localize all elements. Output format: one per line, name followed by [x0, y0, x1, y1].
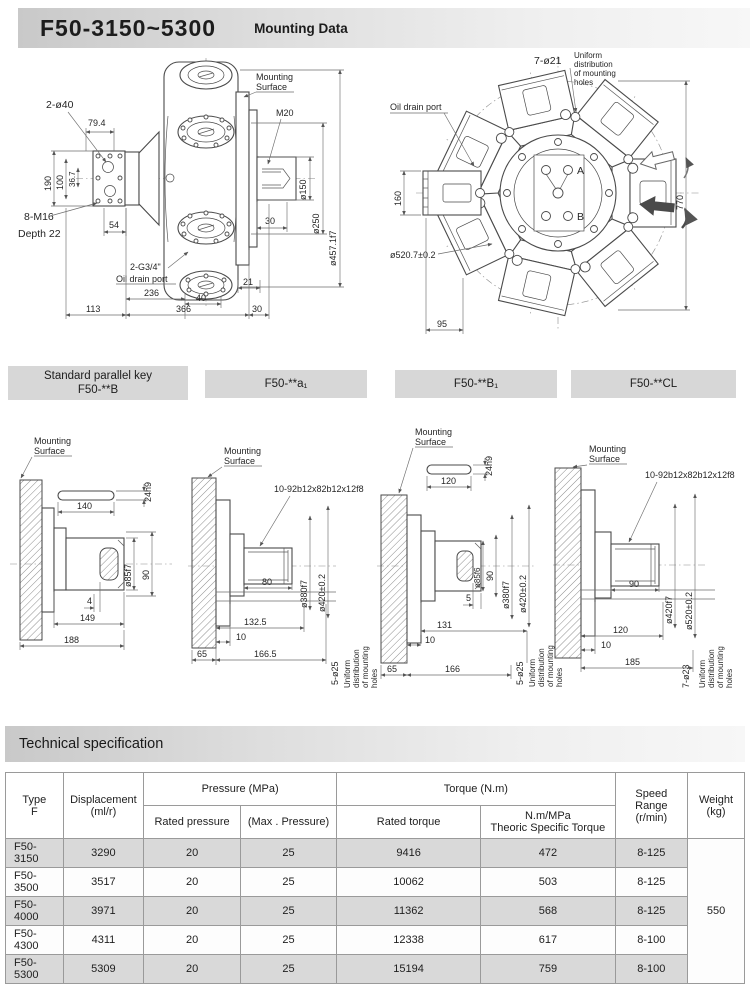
dim-label: 100 — [55, 174, 65, 190]
dim-label: 90 — [485, 570, 495, 581]
note-label: of mounting — [574, 69, 616, 78]
note-label: Uniform — [574, 51, 603, 60]
dim-label: Depth 22 — [18, 228, 61, 240]
spec-cell: 9416 — [337, 839, 481, 868]
oil-drain-label: Oil drain port — [390, 102, 442, 112]
mounting-surface-label: Mounting — [224, 446, 262, 456]
dim-label: 166 — [445, 664, 461, 674]
dim-label: 80 — [262, 577, 273, 587]
dim-label: 113 — [86, 304, 101, 314]
note-label: distribution — [352, 649, 361, 688]
cylinder-flange — [178, 115, 234, 148]
dim-label: 65 — [197, 649, 208, 659]
dim-label: ø85f6 — [473, 567, 482, 588]
dim-label: 188 — [64, 635, 80, 645]
tech-spec-bar — [5, 726, 745, 762]
spec-cell: 759 — [481, 955, 615, 984]
dim-label: 24h9 — [143, 481, 153, 502]
spec-cell: 20 — [144, 839, 241, 868]
dim-label: ø457.1f7 — [328, 230, 338, 266]
variant-label-line: F50-**B₁ — [453, 377, 499, 390]
dim-label: 185 — [625, 657, 641, 667]
note-label: holes — [725, 668, 734, 688]
dim-label: 149 — [80, 613, 96, 623]
note-label: distribution — [707, 649, 716, 688]
dim-label: 770 — [675, 194, 685, 210]
note-label: distribution — [537, 648, 546, 687]
spec-cell: 20 — [144, 955, 241, 984]
dim-label: 2-ø40 — [46, 99, 74, 111]
col-header-max-pressure: (Max . Pressure) — [240, 806, 336, 839]
spec-cell: 3290 — [63, 839, 144, 868]
spec-cell: 8-100 — [615, 926, 687, 955]
variant-label-b1 — [395, 370, 557, 398]
dim-label: 24h9 — [484, 455, 494, 476]
note-label: holes — [555, 667, 564, 687]
dim-label: ø150 — [298, 179, 308, 200]
header-line: Displacement — [70, 793, 137, 806]
spec-type-cell: F50-4300 — [6, 926, 64, 955]
header-line: Type — [22, 793, 47, 806]
port-a-label: A — [577, 165, 585, 177]
dim-label: 90 — [629, 579, 640, 589]
variant-label-standard-key — [8, 366, 188, 400]
spline-callout: 10-92b12x82b12x12f8 — [274, 484, 364, 494]
variant-label-cl — [571, 370, 736, 398]
variant-label-line: F50-**B — [77, 384, 119, 396]
mounting-surface-label: Surface — [256, 82, 288, 92]
col-header-rated-torque: Rated torque — [337, 806, 481, 839]
spec-weight-cell: 550 — [688, 839, 745, 984]
spline-callout: 10-92b12x82b12x12f8 — [645, 470, 735, 480]
dim-label: ø85f7 — [123, 563, 133, 587]
spec-cell: 25 — [240, 839, 336, 868]
port-b-label: B — [577, 211, 585, 223]
header-line: (ml/r) — [90, 805, 117, 818]
note-label: holes — [574, 78, 594, 87]
spec-cell: 25 — [240, 926, 336, 955]
dim-label: 2-G3/4" — [130, 262, 161, 272]
dim-label: 10 — [425, 635, 436, 645]
table-row — [6, 868, 745, 897]
dim-label: 120 — [613, 625, 629, 635]
side-view-geometry — [76, 58, 318, 306]
dim-label: 10 — [601, 640, 612, 650]
dim-label: ø520±0.2 — [684, 592, 694, 630]
dim-label: 10 — [236, 632, 247, 642]
header-line: F — [30, 805, 38, 818]
note-label: Uniform — [698, 659, 707, 688]
dim-label: ø380f7 — [501, 580, 511, 609]
shaft-drawing-b1 — [375, 423, 563, 690]
header-line: (kg) — [706, 805, 726, 818]
cylinder-flange — [180, 61, 232, 89]
dim-label: 166.5 — [254, 649, 277, 659]
dim-label: ø520.7±0.2 — [390, 250, 436, 260]
col-header-rated-pressure: Rated pressure — [144, 806, 241, 839]
spec-table-wrap — [5, 772, 745, 984]
dim-label: ø420f7 — [664, 595, 674, 624]
mounting-surface-label: Surface — [415, 437, 447, 447]
oil-drain-block — [423, 171, 481, 215]
dim-label: 366 — [176, 304, 192, 314]
page-subtitle: Mounting Data — [254, 20, 348, 36]
dim-label: ø420±0.2 — [518, 575, 528, 613]
table-row — [6, 955, 745, 984]
note-label: holes — [370, 668, 379, 688]
mounting-surface-label: Mounting — [589, 444, 627, 454]
note-label: distribution — [574, 60, 613, 69]
dim-label: 54 — [109, 220, 120, 230]
table-row — [6, 926, 745, 955]
mounting-surface-label: Surface — [589, 454, 621, 464]
spec-cell: 617 — [481, 926, 615, 955]
col-header-displacement — [63, 773, 144, 839]
spec-cell: 25 — [240, 955, 336, 984]
col-header-speed — [615, 773, 687, 839]
mounting-surface-label: Mounting — [256, 72, 294, 82]
dim-label: ø380f7 — [299, 579, 309, 608]
front-view-geometry — [416, 56, 700, 330]
dim-label: 65 — [387, 664, 398, 674]
dim-label: 79.4 — [88, 118, 106, 128]
spec-cell: 8-125 — [615, 868, 687, 897]
variant-label-line: F50-**CL — [629, 377, 678, 390]
title-bar — [18, 8, 750, 48]
motor-side-view-drawing — [18, 56, 378, 356]
spec-cell: 5309 — [63, 955, 144, 984]
spec-cell: 10062 — [337, 868, 481, 897]
dim-label: 236 — [144, 288, 160, 298]
dim-label: 4 — [87, 596, 93, 606]
dim-label: 132.5 — [244, 617, 267, 627]
mounting-surface-label: Mounting — [415, 427, 453, 437]
spec-cell: 8-125 — [615, 839, 687, 868]
oil-drain-label: Oil drain port — [116, 274, 168, 284]
shaft-drawing-standard-key — [8, 432, 188, 672]
spec-cell: 25 — [240, 868, 336, 897]
spec-cell: 472 — [481, 839, 615, 868]
spec-cell: 8-100 — [615, 955, 687, 984]
shaft-drawing-a1 — [186, 440, 378, 690]
spec-cell: 20 — [144, 897, 241, 926]
spec-cell: 3517 — [63, 868, 144, 897]
shaft-geometry — [377, 465, 535, 663]
spec-type-cell: F50-5300 — [6, 955, 64, 984]
dim-label: 131 — [437, 620, 453, 630]
holes-callout: 5-ø25 — [515, 661, 525, 685]
header-line: Theoric Specific Torque — [490, 822, 606, 834]
page-title: F50-3150~5300 — [40, 14, 217, 41]
mounting-surface-label: Surface — [34, 446, 66, 456]
dim-label: 120 — [441, 476, 457, 486]
holes-callout: 5-ø25 — [330, 661, 340, 685]
mounting-surface-label: Surface — [224, 456, 256, 466]
dim-label: 90 — [141, 569, 151, 580]
spec-cell: 4311 — [63, 926, 144, 955]
dim-label: ø250 — [311, 213, 321, 234]
note-label: Uniform — [343, 659, 352, 688]
note-label: of mounting — [716, 646, 725, 688]
dim-label: 40 — [196, 293, 207, 303]
dim-label: 30 — [265, 216, 276, 226]
col-header-weight — [688, 773, 745, 839]
dim-label: ø420±0.2 — [317, 574, 327, 612]
spec-cell: 20 — [144, 868, 241, 897]
dim-label: 160 — [393, 190, 403, 206]
dim-label: 95 — [437, 319, 448, 329]
dim-label: M20 — [276, 108, 294, 118]
note-label: of mounting — [361, 646, 370, 688]
spec-type-cell: F50-3500 — [6, 868, 64, 897]
spec-type-cell: F50-4000 — [6, 897, 64, 926]
spec-cell: 503 — [481, 868, 615, 897]
dim-label: 5 — [466, 593, 472, 603]
spec-cell: 8-125 — [615, 897, 687, 926]
col-header-pressure-group: Pressure (MPa) — [144, 773, 337, 806]
variant-label-a1 — [205, 370, 367, 398]
dim-label: 21 — [243, 277, 254, 287]
mounting-surface-label: Mounting — [34, 436, 72, 446]
dim-label: 140 — [77, 501, 93, 511]
holes-callout: 7-ø23 — [681, 664, 691, 688]
shaft-drawing-cl — [553, 440, 749, 690]
note-label: of mounting — [546, 645, 555, 687]
table-row — [6, 839, 745, 868]
spec-cell: 568 — [481, 897, 615, 926]
spec-cell: 3971 — [63, 897, 144, 926]
header-line: Speed Range — [635, 787, 668, 812]
tech-spec-title: Technical specification — [19, 736, 164, 752]
col-header-type — [6, 773, 64, 839]
spec-cell: 12338 — [337, 926, 481, 955]
dim-label: 36.7 — [68, 171, 77, 187]
dim-label: 8-M16 — [24, 211, 54, 223]
variant-label-line: F50-**a₁ — [264, 377, 308, 390]
spec-table — [5, 772, 745, 984]
header-line: (r/min) — [635, 811, 668, 824]
motor-front-view-drawing — [388, 48, 710, 354]
cylinder-flange — [178, 211, 234, 244]
spec-cell: 25 — [240, 897, 336, 926]
dim-label: 190 — [43, 175, 53, 191]
col-header-torque-group: Torque (N.m) — [337, 773, 616, 806]
dim-label: 30 — [252, 304, 263, 314]
col-header-specific-torque — [481, 806, 615, 839]
table-row — [6, 897, 745, 926]
dim-label: 7-ø21 — [534, 55, 562, 67]
spec-cell: 20 — [144, 926, 241, 955]
spec-cell: 11362 — [337, 897, 481, 926]
spec-type-cell: F50-3150 — [6, 839, 64, 868]
spec-cell: 15194 — [337, 955, 481, 984]
variant-label-line: Standard parallel key — [43, 369, 153, 382]
header-line: Weight — [699, 793, 734, 806]
header-line: N.m/MPa — [524, 810, 571, 822]
note-label: Uniform — [528, 658, 537, 687]
